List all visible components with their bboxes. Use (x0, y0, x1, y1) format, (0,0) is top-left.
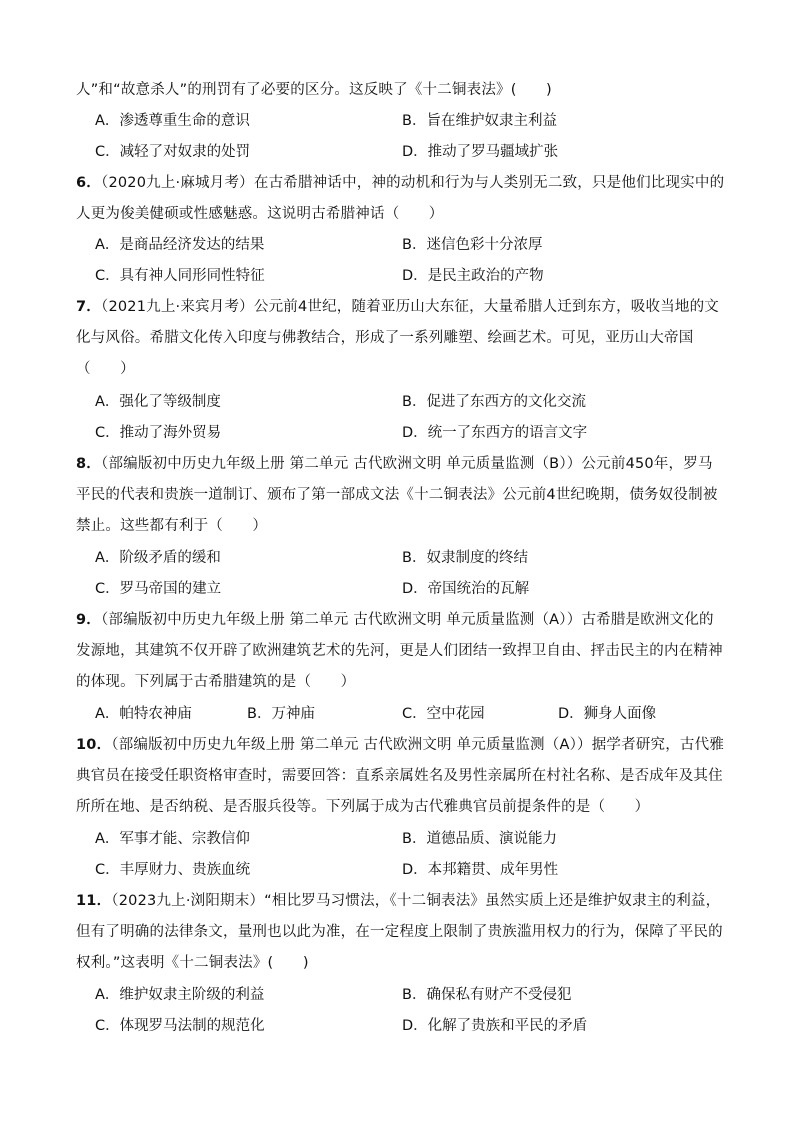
question-5-stem-continuation (76, 75, 726, 106)
option-b[interactable]: B．促进了东西方的文化交流 (402, 394, 586, 410)
stem-text: 人”和“故意杀人”的刑罚有了必要的区分。这反映了《十二铜表法》( ) (76, 82, 552, 98)
option-b[interactable]: B．迷信色彩十分浓厚 (402, 237, 543, 253)
option-d[interactable]: D．狮身人面像 (558, 706, 657, 722)
option-b[interactable]: B．确保私有财产不受侵犯 (402, 987, 572, 1003)
question-text: 据学者研究，古代雅典官员在接受任职资格审查时，需要回答：直系亲属姓名及男性亲属所在村社名称、是否成年及其住所所在地、是否纳税、是否服兵役等。下列属于成为古代雅典官员前提条件的是（ ） (76, 737, 725, 815)
option-b[interactable]: B．旨在维护奴隶主利益 (402, 113, 557, 129)
question-source: （部编版初中历史九年级上册 第二单元 古代欧洲文明 单元质量监测（B）） (101, 456, 582, 472)
option-d[interactable]: D．统一了东西方的语言文字 (402, 425, 588, 441)
question-11-stem (76, 886, 726, 979)
option-b[interactable]: B．道德品质、演说能力 (402, 831, 557, 847)
option-a[interactable]: A．军事才能、宗教信仰 (95, 831, 250, 847)
question-8-stem (76, 449, 726, 542)
question-7-stem (76, 292, 726, 385)
question-10-stem (76, 730, 726, 823)
option-d[interactable]: D．本邦籍贯、成年男性 (402, 862, 559, 878)
option-a[interactable]: A．渗透尊重生命的意识 (95, 113, 250, 129)
option-d[interactable]: D．是民主政治的产物 (402, 268, 544, 284)
question-source: （部编版初中历史九年级上册 第二单元 古代欧洲文明 单元质量监测（A）） (101, 612, 582, 628)
question-text: 公元前450年，罗马平民的代表和贵族一道制订、颁布了第一部成文法《十二铜表法》公元前4世纪晚期，债务奴役制被禁止。这些都有利于（ ） (76, 456, 718, 534)
option-b[interactable]: B．奴隶制度的终结 (402, 550, 528, 566)
option-c[interactable]: C．丰厚财力、贵族血统 (95, 862, 251, 878)
option-a[interactable]: A．阶级矛盾的缓和 (95, 550, 221, 566)
question-text: “相比罗马习惯法，《十二铜表法》虽然实质上还是维护奴隶主的利益，但有了明确的法律条文，量刑也以此为准，在一定程度上限制了贵族滥用权力的行为，保障了平民的权利。”这表明《十二铜表法》( ) (76, 893, 723, 971)
question-text: 古希腊是欧洲文化的发源地，其建筑不仅开辟了欧洲建筑艺术的先河，更是人们团结一致捍卫自由、抨击民主的内在精神的体现。下列属于古希腊建筑的是（ ） (76, 612, 723, 690)
question-number: 9． (76, 612, 101, 628)
question-source: （部编版初中历史九年级上册 第二单元 古代欧洲文明 单元质量监测（A）） (111, 737, 592, 753)
option-c[interactable]: C．推动了海外贸易 (95, 425, 222, 441)
option-a[interactable]: A．维护奴隶主阶级的利益 (95, 987, 265, 1003)
option-b[interactable]: B．万神庙 (247, 706, 315, 722)
question-number: 11． (76, 893, 112, 909)
question-6-stem (76, 168, 726, 230)
option-c[interactable]: C．罗马帝国的建立 (95, 581, 222, 597)
option-d[interactable]: D．帝国统治的瓦解 (402, 581, 530, 597)
option-c[interactable]: C．空中花园 (402, 706, 485, 722)
question-number: 6． (76, 175, 101, 191)
question-9-stem (76, 605, 726, 698)
option-c[interactable]: C．具有神人同形同性特征 (95, 268, 265, 284)
option-c[interactable]: C．减轻了对奴隶的处罚 (95, 144, 251, 160)
option-d[interactable]: D．化解了贵族和平民的矛盾 (402, 1018, 588, 1034)
question-number: 7． (76, 299, 101, 315)
option-d[interactable]: D．推动了罗马疆域扩张 (402, 144, 559, 160)
question-source: （2021九上·来宾月考） (101, 299, 254, 315)
option-a[interactable]: A．是商品经济发达的结果 (95, 237, 265, 253)
option-c[interactable]: C．体现罗马法制的规范化 (95, 1018, 265, 1034)
question-source: （2023九上·浏阳期末） (111, 893, 265, 909)
question-text: 在古希腊神话中，神的动机和行为与人类别无二致，只是他们比现实中的人更为俊美健硕或性感魅惑。这说明古希腊神话（ ） (76, 175, 725, 222)
option-a[interactable]: A．强化了等级制度 (95, 394, 221, 410)
question-text: 公元前4世纪，随着亚历山大东征，大量希腊人迁到东方，吸收当地的文化与风俗。希腊文化传入印度与佛教结合，形成了一系列雕塑、绘画艺术。可见，亚历山大帝国（ ） (76, 299, 719, 377)
question-number: 10． (76, 737, 112, 753)
question-number: 8． (76, 456, 101, 472)
option-a[interactable]: A．帕特农神庙 (95, 706, 192, 722)
question-source: （2020九上·麻城月考） (101, 175, 254, 191)
